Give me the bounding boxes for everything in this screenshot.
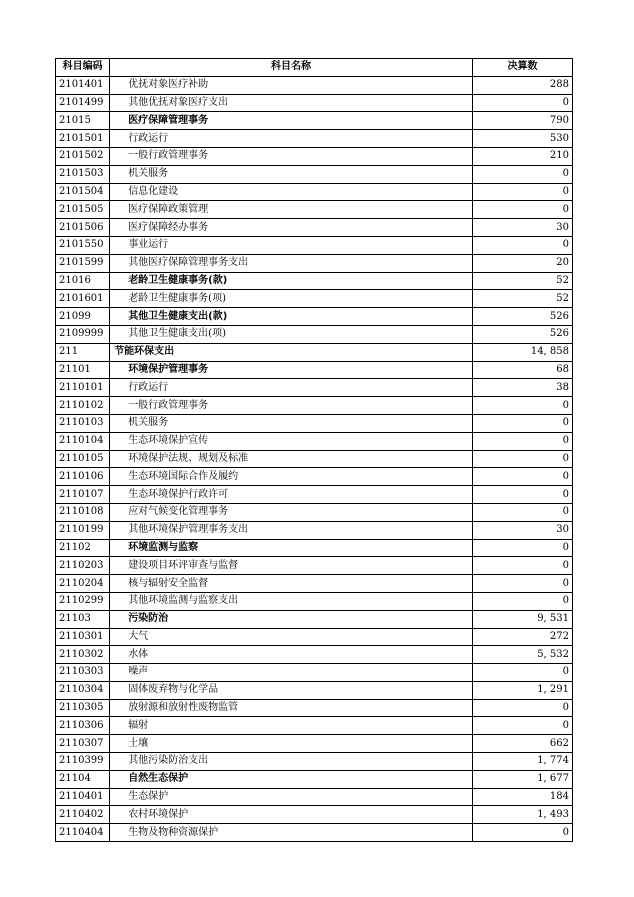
table-row <box>56 165 573 183</box>
table-row <box>56 130 573 148</box>
row-name: 应对气候变化管理事务 <box>110 503 473 521</box>
row-name: 机关服务 <box>110 414 473 432</box>
row-name: 核与辐射安全监督 <box>110 575 473 593</box>
table-row <box>56 76 573 94</box>
table-body <box>56 76 573 841</box>
row-amount: 68 <box>472 361 572 379</box>
row-name: 放射源和放射性废物监管 <box>110 699 473 717</box>
table-row <box>56 788 573 806</box>
row-name: 节能环保支出 <box>110 343 473 361</box>
row-amount: 20 <box>472 254 572 272</box>
row-amount: 184 <box>472 788 572 806</box>
row-name: 行政运行 <box>110 379 473 397</box>
table-row <box>56 325 573 343</box>
row-code: 2101504 <box>56 183 110 201</box>
row-name: 大气 <box>110 628 473 646</box>
row-amount: 9, 531 <box>472 610 572 628</box>
row-code: 2110304 <box>56 681 110 699</box>
row-code: 21016 <box>56 272 110 290</box>
row-amount: 5, 532 <box>472 646 572 664</box>
row-name: 其他卫生健康支出(款) <box>110 308 473 326</box>
row-amount: 0 <box>472 824 572 842</box>
table-row <box>56 397 573 415</box>
row-code: 2101506 <box>56 219 110 237</box>
row-code: 211 <box>56 343 110 361</box>
row-code: 2101505 <box>56 201 110 219</box>
row-code: 21099 <box>56 308 110 326</box>
row-code: 2101550 <box>56 236 110 254</box>
row-name: 其他优抚对象医疗支出 <box>110 94 473 112</box>
row-name: 老龄卫生健康事务(项) <box>110 290 473 308</box>
row-amount: 1, 677 <box>472 770 572 788</box>
row-name: 机关服务 <box>110 165 473 183</box>
row-name: 医疗保障经办事务 <box>110 219 473 237</box>
row-code: 2110302 <box>56 646 110 664</box>
row-name: 辐射 <box>110 717 473 735</box>
table-row <box>56 717 573 735</box>
row-code: 2110399 <box>56 753 110 771</box>
table-row <box>56 770 573 788</box>
row-code: 2110103 <box>56 414 110 432</box>
row-code: 2101502 <box>56 147 110 165</box>
row-code: 2110106 <box>56 468 110 486</box>
table-row <box>56 308 573 326</box>
table-row <box>56 806 573 824</box>
row-name: 农村环境保护 <box>110 806 473 824</box>
row-code: 2101499 <box>56 94 110 112</box>
row-amount: 662 <box>472 735 572 753</box>
row-amount: 0 <box>472 664 572 682</box>
row-amount: 52 <box>472 272 572 290</box>
table-row <box>56 521 573 539</box>
row-name: 污染防治 <box>110 610 473 628</box>
table-row <box>56 592 573 610</box>
table-row <box>56 539 573 557</box>
table-row <box>56 343 573 361</box>
table-row <box>56 699 573 717</box>
row-amount: 530 <box>472 130 572 148</box>
row-name: 信息化建设 <box>110 183 473 201</box>
row-code: 2110307 <box>56 735 110 753</box>
row-amount: 0 <box>472 468 572 486</box>
row-name: 噪声 <box>110 664 473 682</box>
row-amount: 210 <box>472 147 572 165</box>
table-row <box>56 735 573 753</box>
table-row <box>56 379 573 397</box>
row-name: 事业运行 <box>110 236 473 254</box>
row-code: 2110401 <box>56 788 110 806</box>
row-amount: 0 <box>472 539 572 557</box>
row-code: 2110104 <box>56 432 110 450</box>
row-name: 生态环境保护行政许可 <box>110 486 473 504</box>
row-amount: 0 <box>472 236 572 254</box>
row-name: 行政运行 <box>110 130 473 148</box>
table-row <box>56 147 573 165</box>
row-amount: 30 <box>472 219 572 237</box>
row-amount: 0 <box>472 201 572 219</box>
row-amount: 14, 858 <box>472 343 572 361</box>
row-name: 优抚对象医疗补助 <box>110 76 473 94</box>
row-amount: 288 <box>472 76 572 94</box>
table-row <box>56 468 573 486</box>
row-amount: 0 <box>472 397 572 415</box>
row-amount: 272 <box>472 628 572 646</box>
table-row <box>56 628 573 646</box>
table-row <box>56 414 573 432</box>
row-name: 一般行政管理事务 <box>110 147 473 165</box>
row-amount: 0 <box>472 699 572 717</box>
row-code: 2101601 <box>56 290 110 308</box>
row-code: 2110299 <box>56 592 110 610</box>
row-amount: 52 <box>472 290 572 308</box>
row-name: 生态保护 <box>110 788 473 806</box>
row-code: 2109999 <box>56 325 110 343</box>
row-name: 其他医疗保障管理事务支出 <box>110 254 473 272</box>
table-row <box>56 432 573 450</box>
row-code: 2110303 <box>56 664 110 682</box>
row-code: 2110305 <box>56 699 110 717</box>
row-code: 21104 <box>56 770 110 788</box>
row-amount: 0 <box>472 503 572 521</box>
row-amount: 0 <box>472 575 572 593</box>
table-row <box>56 646 573 664</box>
row-amount: 0 <box>472 414 572 432</box>
row-name: 一般行政管理事务 <box>110 397 473 415</box>
row-amount: 0 <box>472 165 572 183</box>
row-code: 2110204 <box>56 575 110 593</box>
row-code: 2110199 <box>56 521 110 539</box>
row-code: 2110108 <box>56 503 110 521</box>
row-code: 2110402 <box>56 806 110 824</box>
table-row <box>56 201 573 219</box>
table-row <box>56 681 573 699</box>
row-code: 2110101 <box>56 379 110 397</box>
row-amount: 0 <box>472 450 572 468</box>
table-row <box>56 94 573 112</box>
row-name: 其他污染防治支出 <box>110 753 473 771</box>
row-name: 环境保护管理事务 <box>110 361 473 379</box>
row-name: 环境监测与监察 <box>110 539 473 557</box>
row-name: 环境保护法规、规划及标准 <box>110 450 473 468</box>
row-amount: 0 <box>472 592 572 610</box>
row-amount: 1, 493 <box>472 806 572 824</box>
table-row <box>56 486 573 504</box>
table-row <box>56 450 573 468</box>
table-row <box>56 272 573 290</box>
row-name: 生物及物种资源保护 <box>110 824 473 842</box>
row-code: 2101401 <box>56 76 110 94</box>
row-code: 21103 <box>56 610 110 628</box>
table-row <box>56 236 573 254</box>
row-name: 土壤 <box>110 735 473 753</box>
table-row <box>56 503 573 521</box>
row-code: 21015 <box>56 112 110 130</box>
row-name: 生态环境保护宣传 <box>110 432 473 450</box>
row-code: 2110404 <box>56 824 110 842</box>
row-code: 2110203 <box>56 557 110 575</box>
table-row <box>56 664 573 682</box>
row-name: 医疗保障管理事务 <box>110 112 473 130</box>
row-name: 医疗保障政策管理 <box>110 201 473 219</box>
table-row <box>56 112 573 130</box>
header-amount: 决算数 <box>472 59 572 77</box>
table-row <box>56 575 573 593</box>
row-name: 其他环境保护管理事务支出 <box>110 521 473 539</box>
row-amount: 526 <box>472 325 572 343</box>
row-name: 其他环境监测与监察支出 <box>110 592 473 610</box>
row-code: 2110107 <box>56 486 110 504</box>
row-amount: 0 <box>472 183 572 201</box>
row-amount: 526 <box>472 308 572 326</box>
row-code: 2110301 <box>56 628 110 646</box>
table-row <box>56 557 573 575</box>
row-name: 自然生态保护 <box>110 770 473 788</box>
table-row <box>56 610 573 628</box>
row-amount: 1, 291 <box>472 681 572 699</box>
row-amount: 0 <box>472 486 572 504</box>
table-row <box>56 219 573 237</box>
row-name: 固体废弃物与化学品 <box>110 681 473 699</box>
table-row <box>56 753 573 771</box>
table-row <box>56 361 573 379</box>
budget-table <box>55 58 573 842</box>
row-amount: 0 <box>472 432 572 450</box>
header-code: 科目编码 <box>56 59 110 77</box>
row-amount: 38 <box>472 379 572 397</box>
row-code: 2110102 <box>56 397 110 415</box>
row-name: 建设项目环评审查与监督 <box>110 557 473 575</box>
row-code: 2101599 <box>56 254 110 272</box>
row-amount: 30 <box>472 521 572 539</box>
table-row <box>56 290 573 308</box>
row-code: 2110306 <box>56 717 110 735</box>
row-amount: 0 <box>472 94 572 112</box>
row-code: 21102 <box>56 539 110 557</box>
row-name: 老龄卫生健康事务(款) <box>110 272 473 290</box>
row-code: 21101 <box>56 361 110 379</box>
row-name: 水体 <box>110 646 473 664</box>
table-row <box>56 824 573 842</box>
row-amount: 790 <box>472 112 572 130</box>
row-name: 生态环境国际合作及履约 <box>110 468 473 486</box>
row-amount: 0 <box>472 557 572 575</box>
row-code: 2101503 <box>56 165 110 183</box>
row-name: 其他卫生健康支出(项) <box>110 325 473 343</box>
header-row <box>56 59 573 77</box>
header-name: 科目名称 <box>110 59 473 77</box>
table-row <box>56 183 573 201</box>
row-code: 2110105 <box>56 450 110 468</box>
row-amount: 0 <box>472 717 572 735</box>
row-code: 2101501 <box>56 130 110 148</box>
row-amount: 1, 774 <box>472 753 572 771</box>
table-row <box>56 254 573 272</box>
